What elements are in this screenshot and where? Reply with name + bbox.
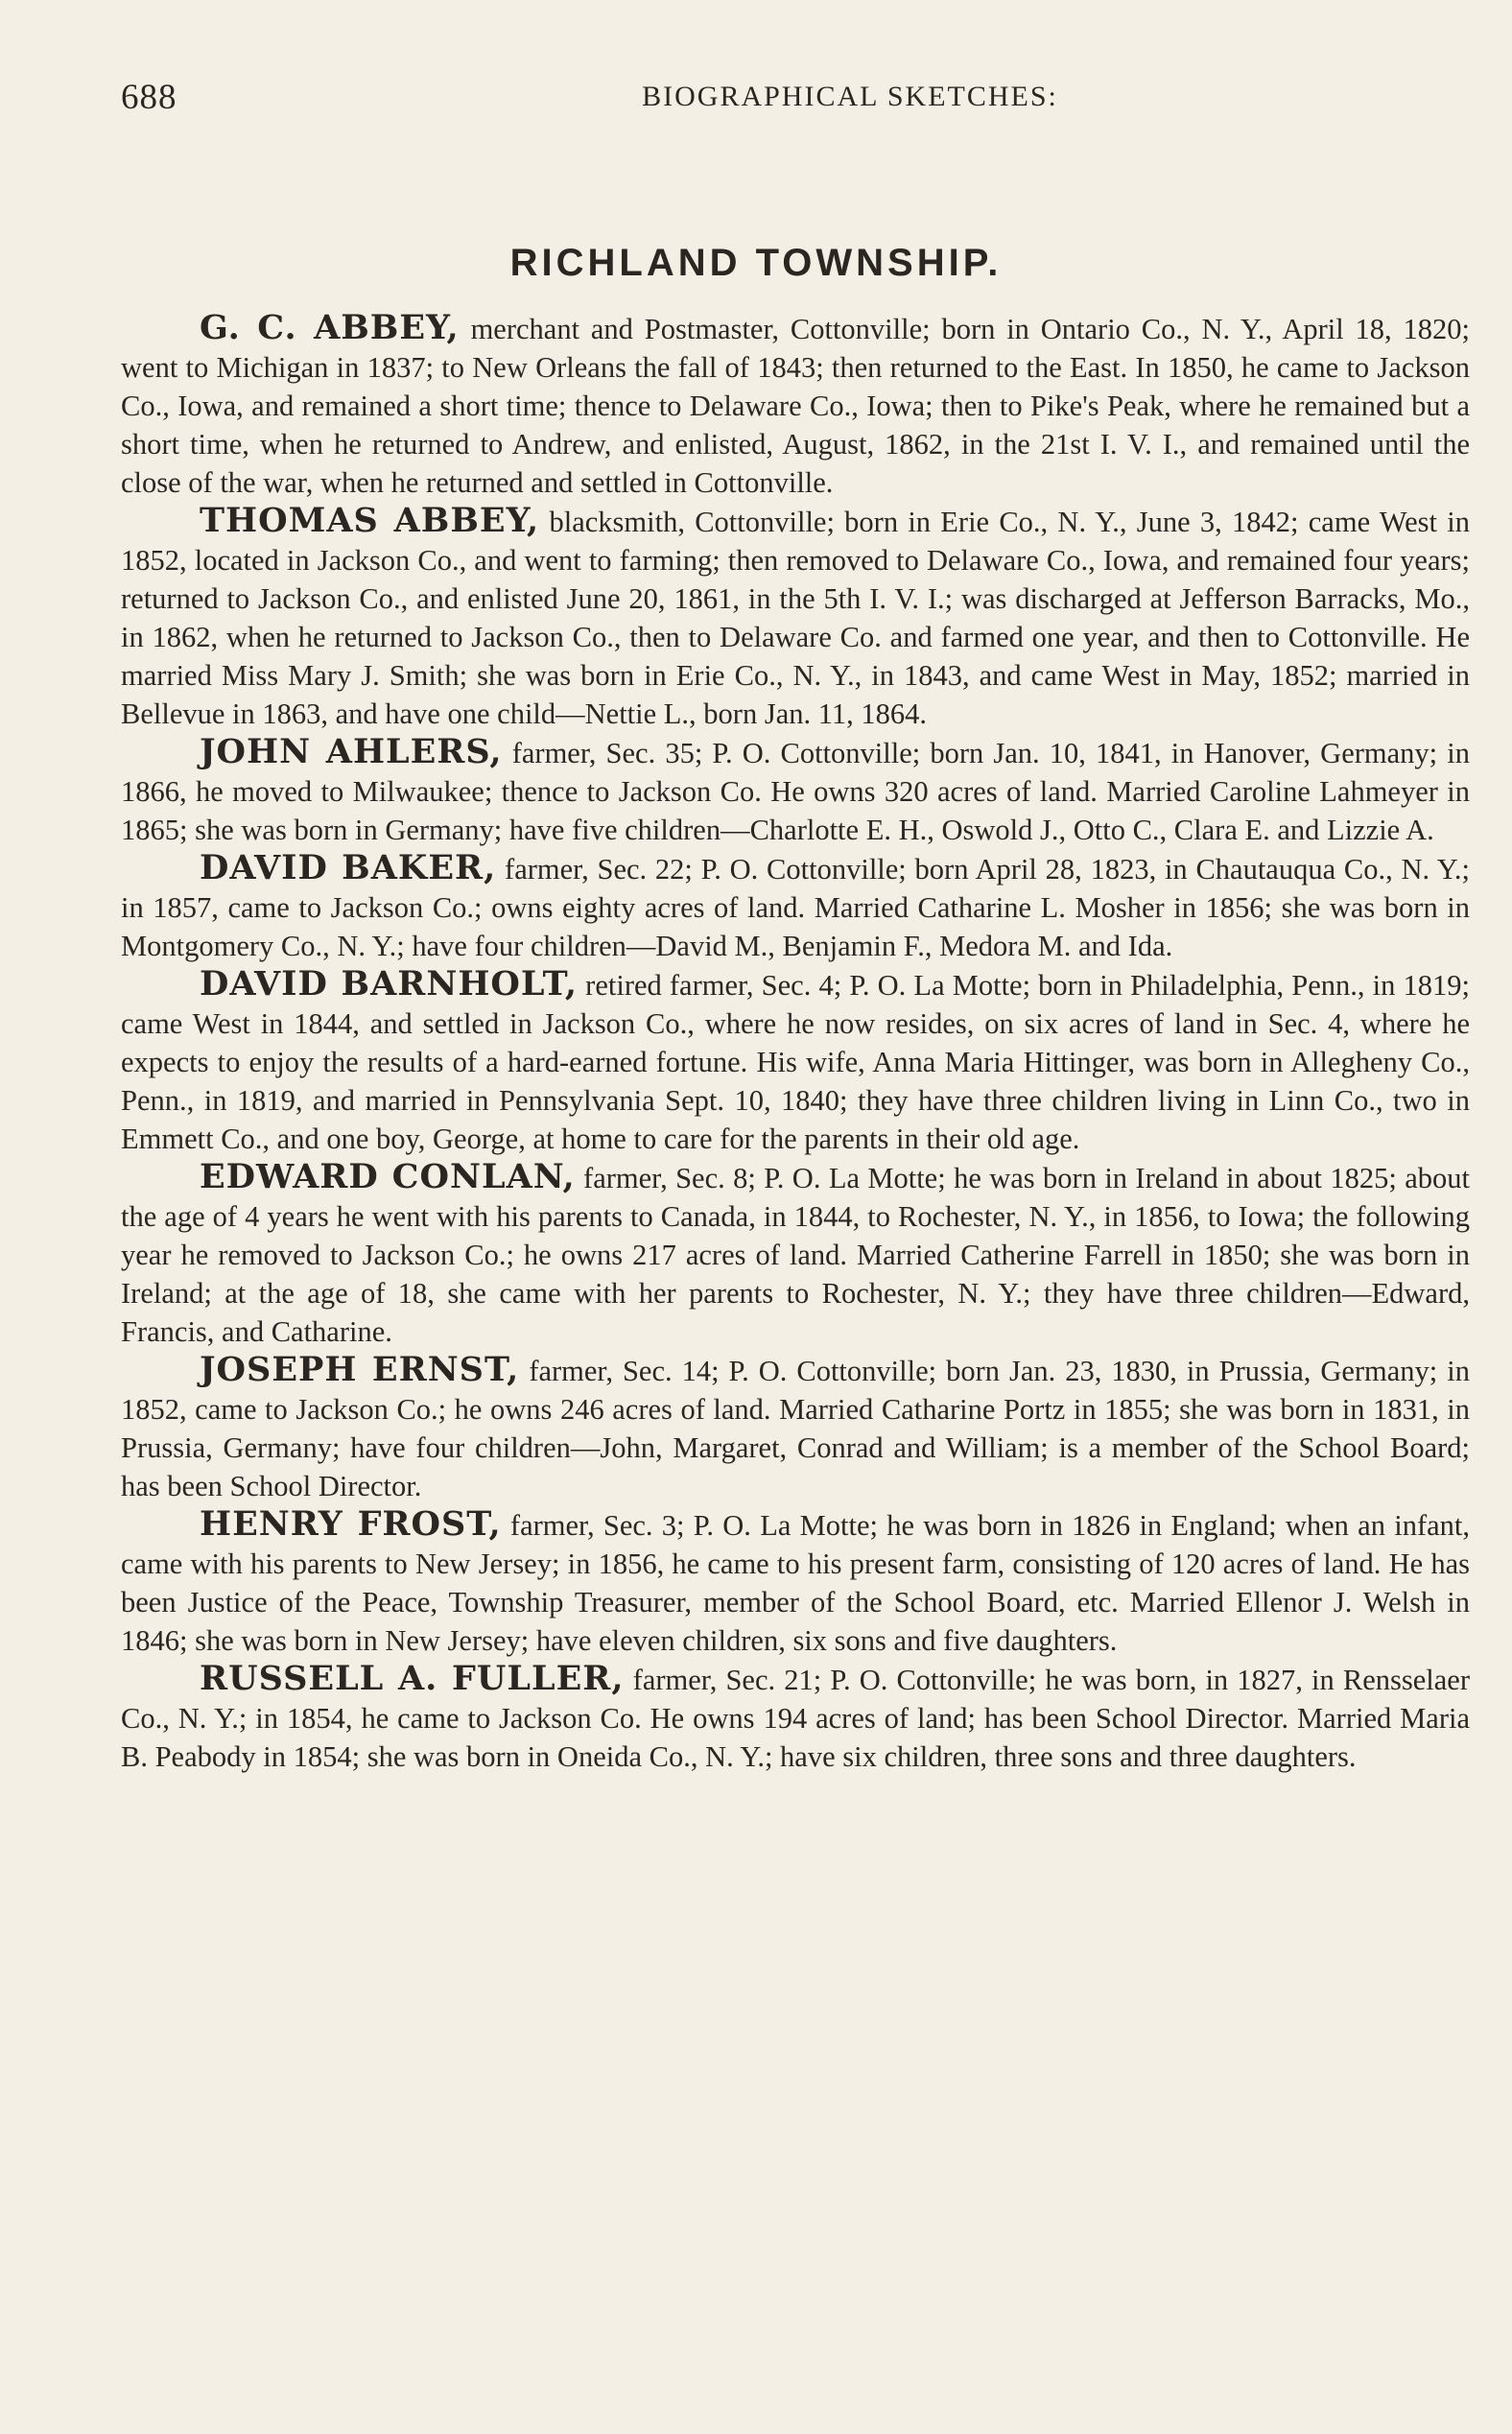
page-number: 688 [121, 78, 177, 117]
entry-text: farmer, Sec. 8; P. O. La Motte; he was born in Ireland in about 1825; about the age of 4 years he went with his parents to Canada, in 1844, to Rochester, N. Y., in 1856, to Iowa; the following year he removed to Jackson Co.; he owns 217 acres of land. Married Catherine Farrell in 1850; she was born in Ireland; at the age of 18, she came with her parents to Rochester, N. Y.; they have three children—Edward, Francis, and Catharine. [121, 1162, 1470, 1348]
biography-entry [121, 965, 1470, 1158]
page-header [121, 77, 1474, 125]
biography-entry [121, 1158, 1470, 1351]
entry-text: merchant and Postmaster, Cottonville; born in Ontario Co., N. Y., April 18, 1820; went to Michigan in 1837; to New Orleans the fall of 1843; then returned to the East. In 1850, he came to Jackson Co., Iowa, and remained a short time; thence to Delaware Co., Iowa; then to Pike's Peak, where he remained but a short time, when he returned to Andrew, and enlisted, August, 1862, in the 21st I. V. I., and remained until the close of the war, when he returned and settled in Cottonville. [121, 313, 1471, 499]
entry-text: blacksmith, Cottonville; born in Erie Co., N. Y., June 3, 1842; came West in 1852, located in Jackson Co., and went to farming; then removed to Delaware Co., Iowa, and remained four years; returned to Jackson Co., and enlisted June 20, 1861, in the 5th I. V. I.; was discharged at Jefferson Barracks, Mo., in 1862, when he returned to Jackson Co., then to Delaware Co. and farmed one year, and then to Cottonville. He married Miss Mary J. Smith; she was born in Erie Co., N. Y., in 1843, and came West in May, 1852; married in Bellevue in 1863, and have one child—Nettie L., born Jan. 11, 1864. [121, 506, 1470, 730]
biography-entry [121, 733, 1470, 849]
biography-entry [121, 1351, 1470, 1505]
biography-entry [121, 1660, 1470, 1776]
entry-name: RUSSELL A. FULLER, [200, 1659, 625, 1698]
entry-name: DAVID BAKER, [200, 848, 497, 887]
biography-entry [121, 1505, 1470, 1660]
entry-name: THOMAS ABBEY, [200, 501, 540, 540]
entry-text: farmer, Sec. 22; P. O. Cottonville; born April 28, 1823, in Chautauqua Co., N. Y.; in 1857, came to Jackson Co.; owns eighty acres of land. Married Catharine L. Mosher in 1856; she was born in Montgomery Co., N. Y.; have four children—David M., Benjamin F., Medora M. and Ida. [121, 853, 1470, 962]
entry-name: HENRY FROST, [200, 1504, 502, 1544]
entry-text: farmer, Sec. 35; P. O. Cottonville; born Jan. 10, 1841, in Hanover, Germany; in 1866, he moved to Milwaukee; thence to Jackson Co. He owns 320 acres of land. Married Caroline Lahmeyer in 1865; she was born in Germany; have five children—Charlotte E. H., Oswold J., Otto C., Clara E. and Lizzie A. [121, 737, 1470, 846]
entry-name: G. C. ABBEY, [200, 308, 460, 347]
entry-text: farmer, Sec. 21; P. O. Cottonville; he was born, in 1827, in Rensselaer Co., N. Y.; in 1854, he came to Jackson Co. He owns 194 acres of land; has been School Director. Married Maria B. Peabody in 1854; she was born in Oneida Co., N. Y.; have six children, three sons and three daughters. [121, 1664, 1470, 1773]
entry-name: JOSEPH ERNST, [200, 1350, 520, 1389]
entry-text: farmer, Sec. 14; P. O. Cottonville; born Jan. 23, 1830, in Prussia, Germany; in 1852, came to Jackson Co.; he owns 246 acres of land. Married Catharine Portz in 1855; she was born in 1831, in Prussia, Germany; have four children—John, Margaret, Conrad and William; is a member of the School Board; has been School Director. [121, 1355, 1470, 1502]
biography-entry [121, 502, 1470, 733]
entry-name: JOHN AHLERS, [200, 732, 503, 771]
entry-name: EDWARD CONLAN, [200, 1157, 576, 1196]
section-title: RICHLAND TOWNSHIP. [509, 242, 1003, 284]
biography-entry [121, 849, 1470, 965]
entry-text: retired farmer, Sec. 4; P. O. La Motte; born in Philadelphia, Penn., in 1819; came West in 1844, and settled in Jackson Co., where he now resides, on six acres of land in Sec. 4, where he expects to enjoy the results of a hard-earned fortune. His wife, Anna Maria Hittinger, was born in Allegheny Co., Penn., in 1819, and married in Pennsylvania Sept. 10, 1840; they have three children living in Linn Co., two in Emmett Co., and one boy, George, at home to care for the parents in their old age. [121, 969, 1470, 1155]
running-head: BIOGRAPHICAL SKETCHES: [642, 81, 1058, 112]
biography-entry [121, 309, 1470, 502]
biography-list [121, 309, 1470, 1776]
entry-name: DAVID BARNHOLT, [200, 964, 579, 1004]
entry-text: farmer, Sec. 3; P. O. La Motte; he was born in 1826 in England; when an infant, came with his parents to New Jersey; in 1856, he came to his present farm, consisting of 120 acres of land. He has been Justice of the Peace, Township Treasurer, member of the School Board, etc. Married Ellenor J. Welsh in 1846; she was born in New Jersey; have eleven children, six sons and five daughters. [121, 1509, 1470, 1657]
